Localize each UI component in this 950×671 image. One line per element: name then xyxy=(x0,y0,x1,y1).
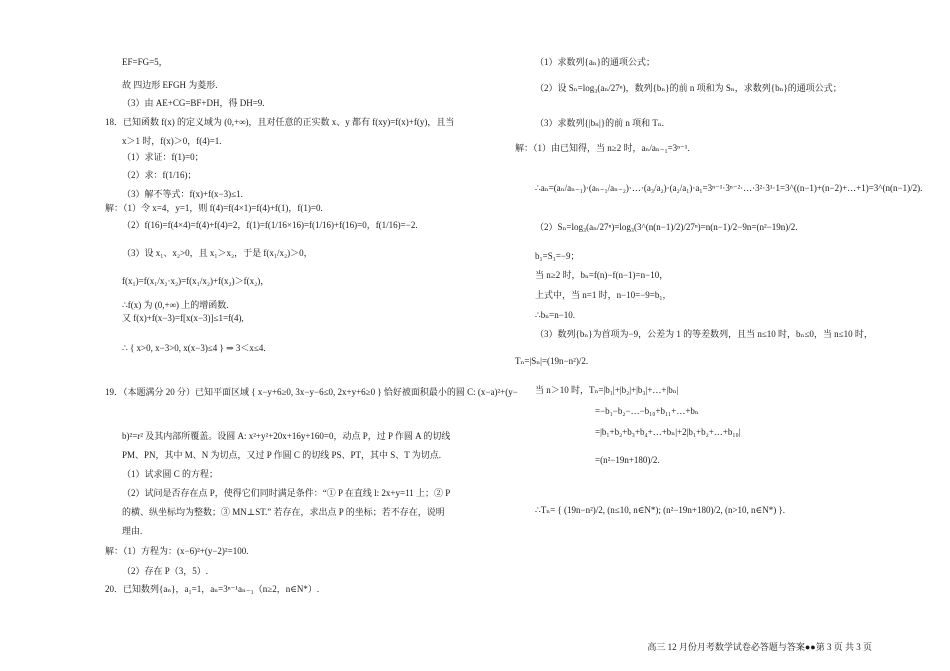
left-text-line: （3）设 x₁、x₂>0，且 x₁＞x₂，于是 f(x₁/x₂)＞0， xyxy=(122,248,313,258)
left-text-line: （2）求：f(1/16)； xyxy=(122,170,197,180)
left-text-line: （1）求证：f(1)=0； xyxy=(122,152,204,162)
right-text-line: =|b₁+b₂+b₃+b₄+…+bₙ|+2|b₁+b₂+…+b₁₀| xyxy=(595,427,741,437)
right-text-line: （2）设 Sₙ=log₃(aₙ/27ⁿ)，数列{bₙ}的前 n 项和为 Sₙ，求数列{bₙ}的通项公式； xyxy=(535,83,842,93)
left-text-line: x＞1 时，f(x)＞0，f(4)=1. xyxy=(122,136,222,146)
left-text-line: （3）由 AE+CG=BF+DH，得 DH=9. xyxy=(122,98,265,108)
left-text-line: 理由. xyxy=(122,526,143,536)
right-text-line: ∴Tₙ= { (19n−n²)/2, (n≤10, n∈N*); (n²−19n+180)/2, (n>10, n∈N*) }. xyxy=(535,505,786,515)
left-text-line: EF=FG=5， xyxy=(122,57,168,67)
left-text-line: 20．已知数列{aₙ}，a₁=1，aₙ=3ⁿ⁻¹aₙ₋₁（n≥2，n∈N*）. xyxy=(105,584,320,594)
left-text-line: （2）存在 P（3，5）. xyxy=(122,566,209,576)
right-text-line: 当 n≥2 时，bₙ=f(n)−f(n−1)=n−10， xyxy=(535,270,669,280)
left-text-line: PM、PN，其中 M、N 为切点，又过 P 作圆 C 的切线 PS、PT，其中 S、T 为切点. xyxy=(122,450,442,460)
left-text-line: 故 四边形 EFGH 为菱形. xyxy=(122,80,218,90)
right-text-line: Tₙ=|Sₙ|=(19n−n²)/2. xyxy=(515,356,589,366)
left-text-line: b)²=r² 及其内部所覆盖。设圆 A: x²+y²+20x+16y+160=0，动点 P，过 P 作圆 A 的切线 xyxy=(122,431,451,441)
left-text-line: 解：（1）令 x=4，y=1，则 f(4)=f(4×1)=f(4)+f(1)，f(1)=0. xyxy=(105,203,323,213)
left-text-line: ∴ { x>0, x−3>0, x(x−3)≤4 } ⇒ 3＜x≤4. xyxy=(122,343,266,353)
right-text-line: b₁=S₁=−9； xyxy=(535,251,580,261)
left-text-line: 解：（1）方程为：(x−6)²+(y−2)²=100. xyxy=(105,546,249,556)
right-text-line: （3）数列{bₙ}为首项为−9，公差为 1 的等差数列，且当 n≤10 时，bₙ≤0，当 n≤10 时， xyxy=(535,329,873,339)
left-text-line: （2）f(16)=f(4×4)=f(4)+f(4)=2，f(1)=f(1/16×16)=f(1/16)+f(16)=0，f(1/16)=−2. xyxy=(122,220,418,230)
right-text-line: （2）Sₙ=log₃(aₙ/27ⁿ)=log₃(3^(n(n−1)/2)/27ⁿ)=n(n−1)/2−9n=(n²−19n)/2. xyxy=(535,222,798,232)
right-text-line: =−b₁−b₂−…−b₁₀+b₁₁+…+bₙ xyxy=(595,406,699,416)
left-text-line: f(x₁)=f(x₁/x₂·x₂)=f(x₁/x₂)+f(x₂)＞f(x₂)， xyxy=(122,276,270,286)
left-text-line: （2）试问是否存在点 P，使得它们同时满足条件：“① P 在直线 l: 2x+y=11 上；② P xyxy=(122,488,451,498)
right-text-line: =(n²−19n+180)/2. xyxy=(595,455,660,465)
right-text-line: ∴bₙ=n−10. xyxy=(535,310,576,320)
left-text-line: （3）解不等式：f(x)+f(x−3)≤1. xyxy=(122,189,243,199)
left-text-line: 又 f(x)+f(x−3)=f[x(x−3)]≤1=f(4), xyxy=(122,313,244,323)
right-text-line: 解：（1）由已知得，当 n≥2 时，aₙ/aₙ₋₁=3ⁿ⁻¹. xyxy=(515,143,690,153)
left-text-line: （1）试求圆 C 的方程； xyxy=(122,469,219,479)
right-text-line: （1）求数列{aₙ}的通项公式； xyxy=(535,57,656,67)
left-text-line: ∴f(x) 为 (0,+∞) 上的增函数. xyxy=(122,300,229,310)
page-footer: 高三 12 月份月考数学试卷必答题与答案●●第 3 页 共 3 页 xyxy=(647,642,872,652)
right-text-line: 当 n＞10 时，Tₙ=|b₁|+|b₂|+|b₃|+…+|bₙ| xyxy=(535,385,679,395)
left-text-line: 19．（本题满分 20 分）已知平面区域 { x−y+6≥0, 3x−y−6≤0, 2x+y+6≥0 } 恰好被面积最小的圆 C: (x−a)²+(y− xyxy=(105,387,518,397)
right-text-line: 上式中，当 n=1 时，n−10=−9=b₁， xyxy=(535,290,672,300)
right-text-line: （3）求数列{|bₙ|}的前 n 项和 Tₙ. xyxy=(535,118,665,128)
left-text-line: 18．已知函数 f(x) 的定义域为 (0,+∞)，且对任意的正实数 x、y 都有 f(xy)=f(x)+f(y)，且当 xyxy=(105,117,455,127)
left-text-line: 的横、纵坐标均为整数；③ MN⊥ST.” 若存在，求出点 P 的坐标；若不存在，说明 xyxy=(122,507,445,517)
right-text-line: ∴aₙ=(aₙ/aₙ₋₁)·(aₙ₋₁/aₙ₋₂)·…·(a₃/a₂)·(a₂/a₁)·a₁=3ⁿ⁻¹·3ⁿ⁻²·…·3²·3¹·1=3^((n−1)+(n−2)+…+1)=3^(n(n−1)/2). xyxy=(535,183,923,193)
